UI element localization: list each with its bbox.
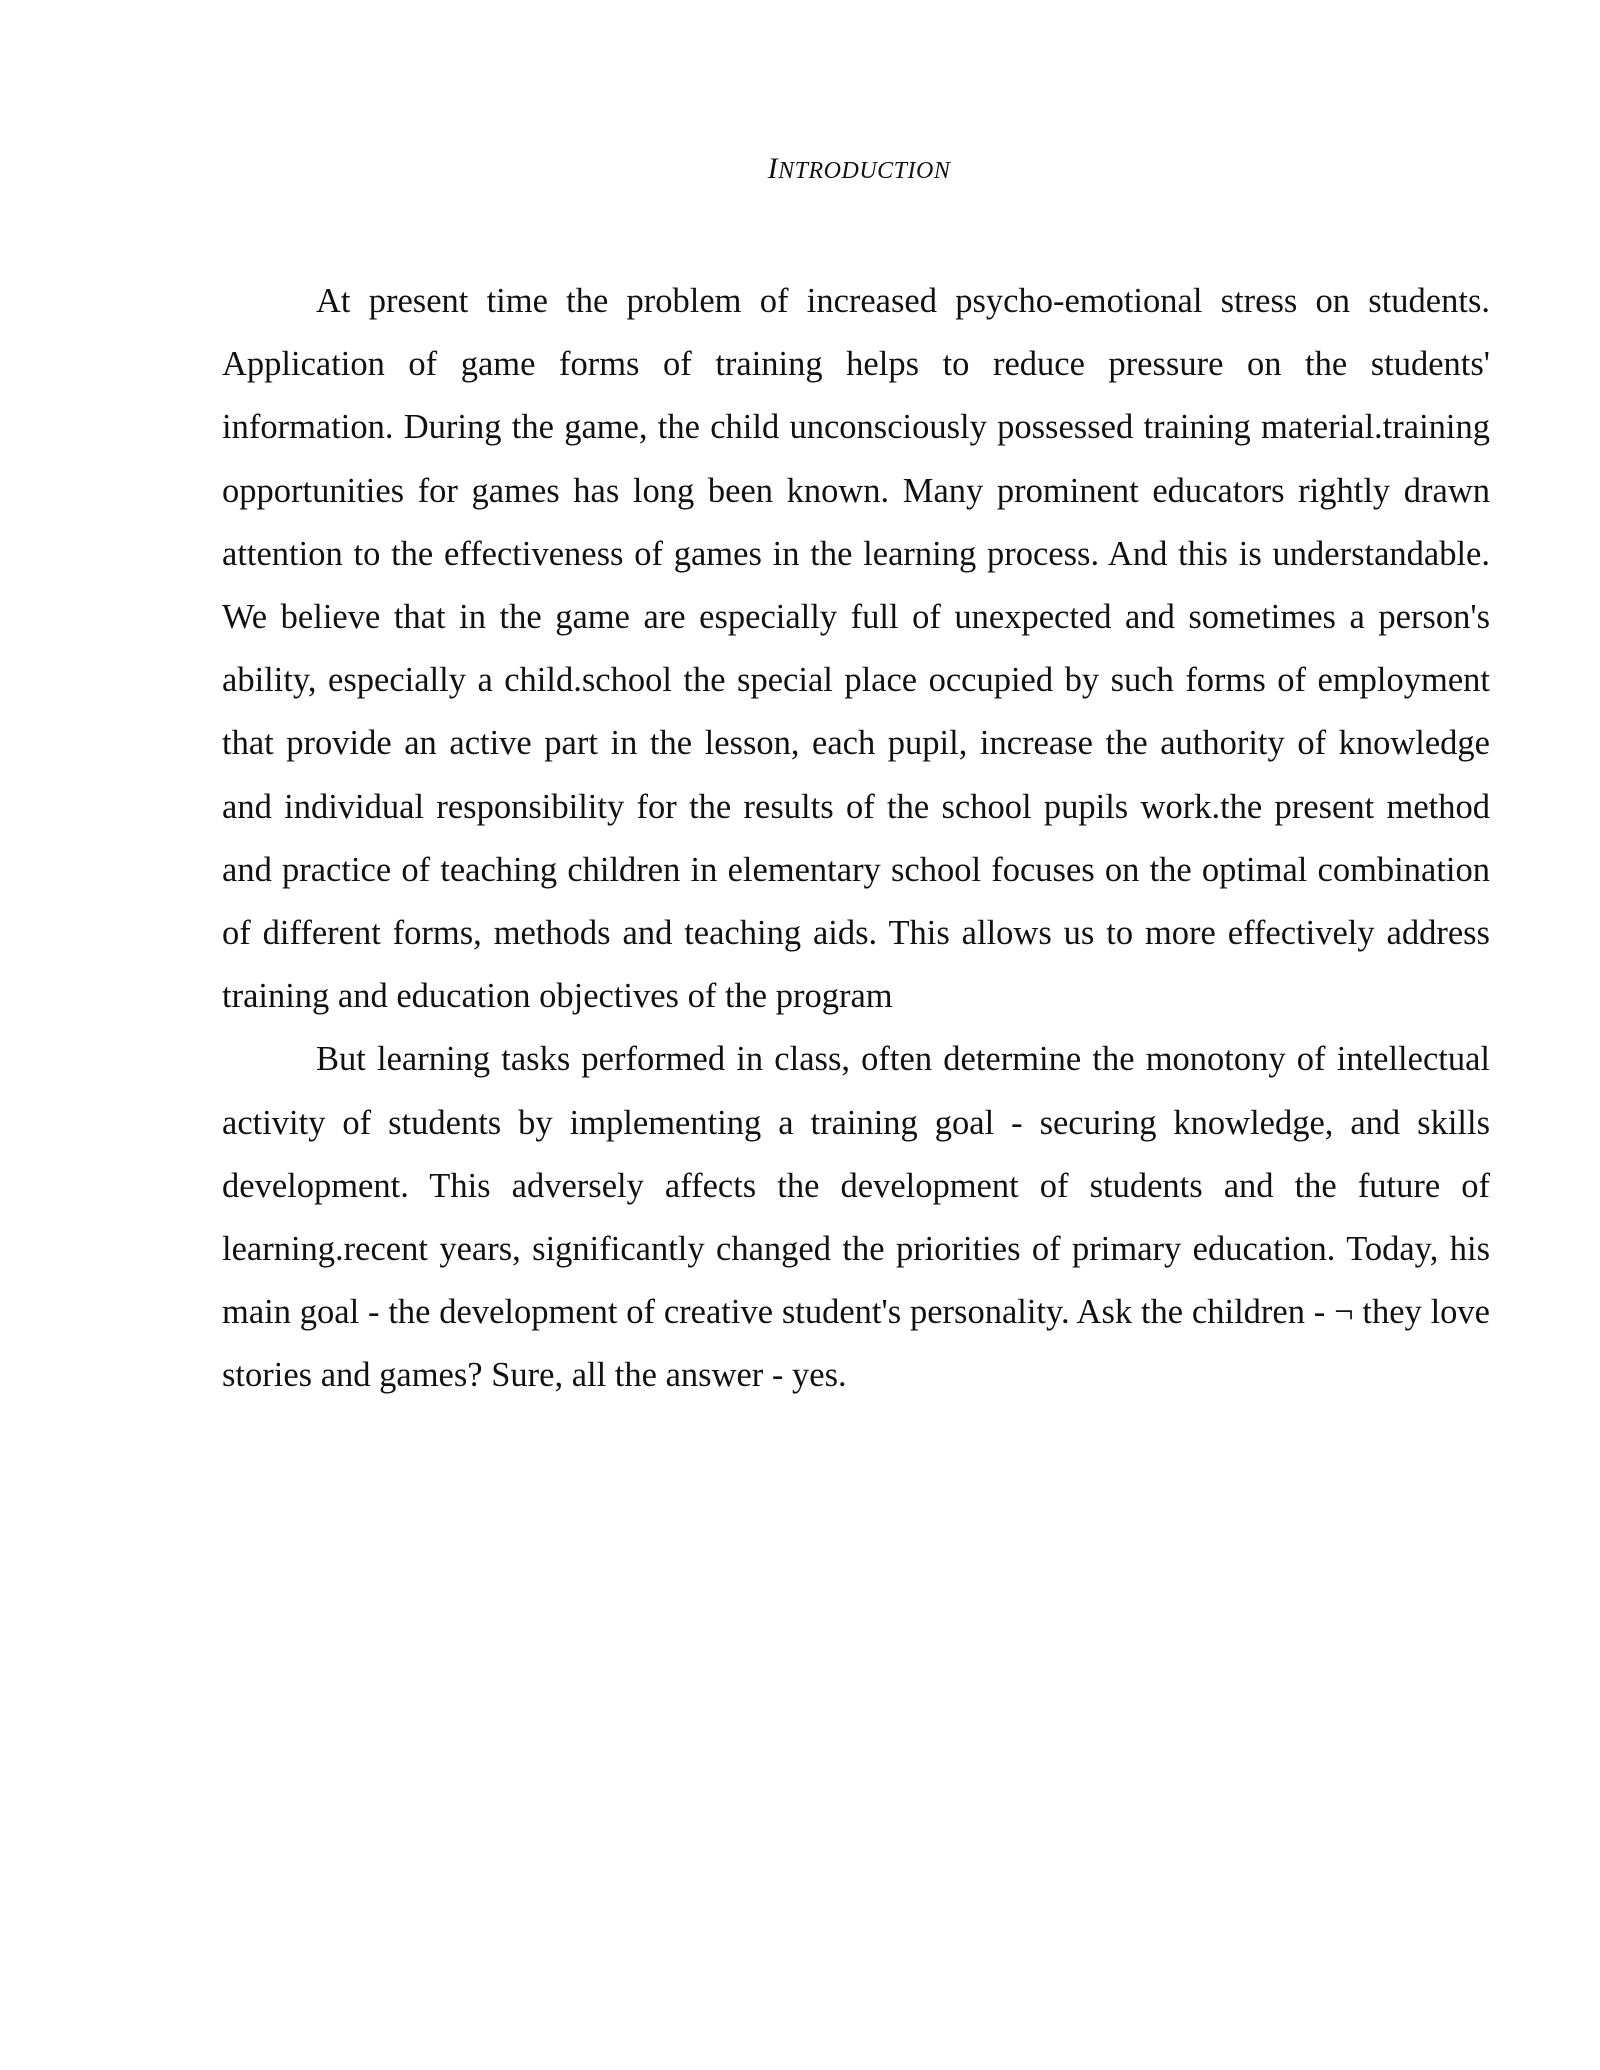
- paragraph: But learning tasks performed in class, often determine the monotony of intellectual activity of students by implementing a training goal - securing knowledge, and skills development. This adversely affects the development of students and the future of learning.recent years, significantly changed the priorities of primary education. Today, his main goal - the development of creative student's personality. Ask the children - ¬ they love stories and games? Sure, all the answer - yes.: [222, 1040, 1490, 1395]
- heading-first-letter: I: [767, 152, 779, 185]
- heading-rest: NTRODUCTION: [778, 158, 951, 184]
- body-text: [222, 270, 1490, 1408]
- section-heading: [0, 152, 1600, 186]
- paragraph: At present time the problem of increased psycho-emotional stress on students. Application of game forms of training helps to reduce pressure on the students' information. During the game, the child unconsciously possessed training material.training opportunities for games has long been known. Many prominent educators rightly drawn attention to the effectiveness of games in the learning process. And this is understandable. We believe that in the game are especially full of unexpected and sometimes a person's ability, especially a child.school the special place occupied by such forms of employment that provide an active part in the lesson, each pupil, increase the authority of knowledge and individual responsibility for the results of the school pupils work.the present method and practice of teaching children in elementary school focuses on the optimal combination of different forms, methods and teaching aids. This allows us to more effectively address training and education objectives of the program: [222, 282, 1490, 1016]
